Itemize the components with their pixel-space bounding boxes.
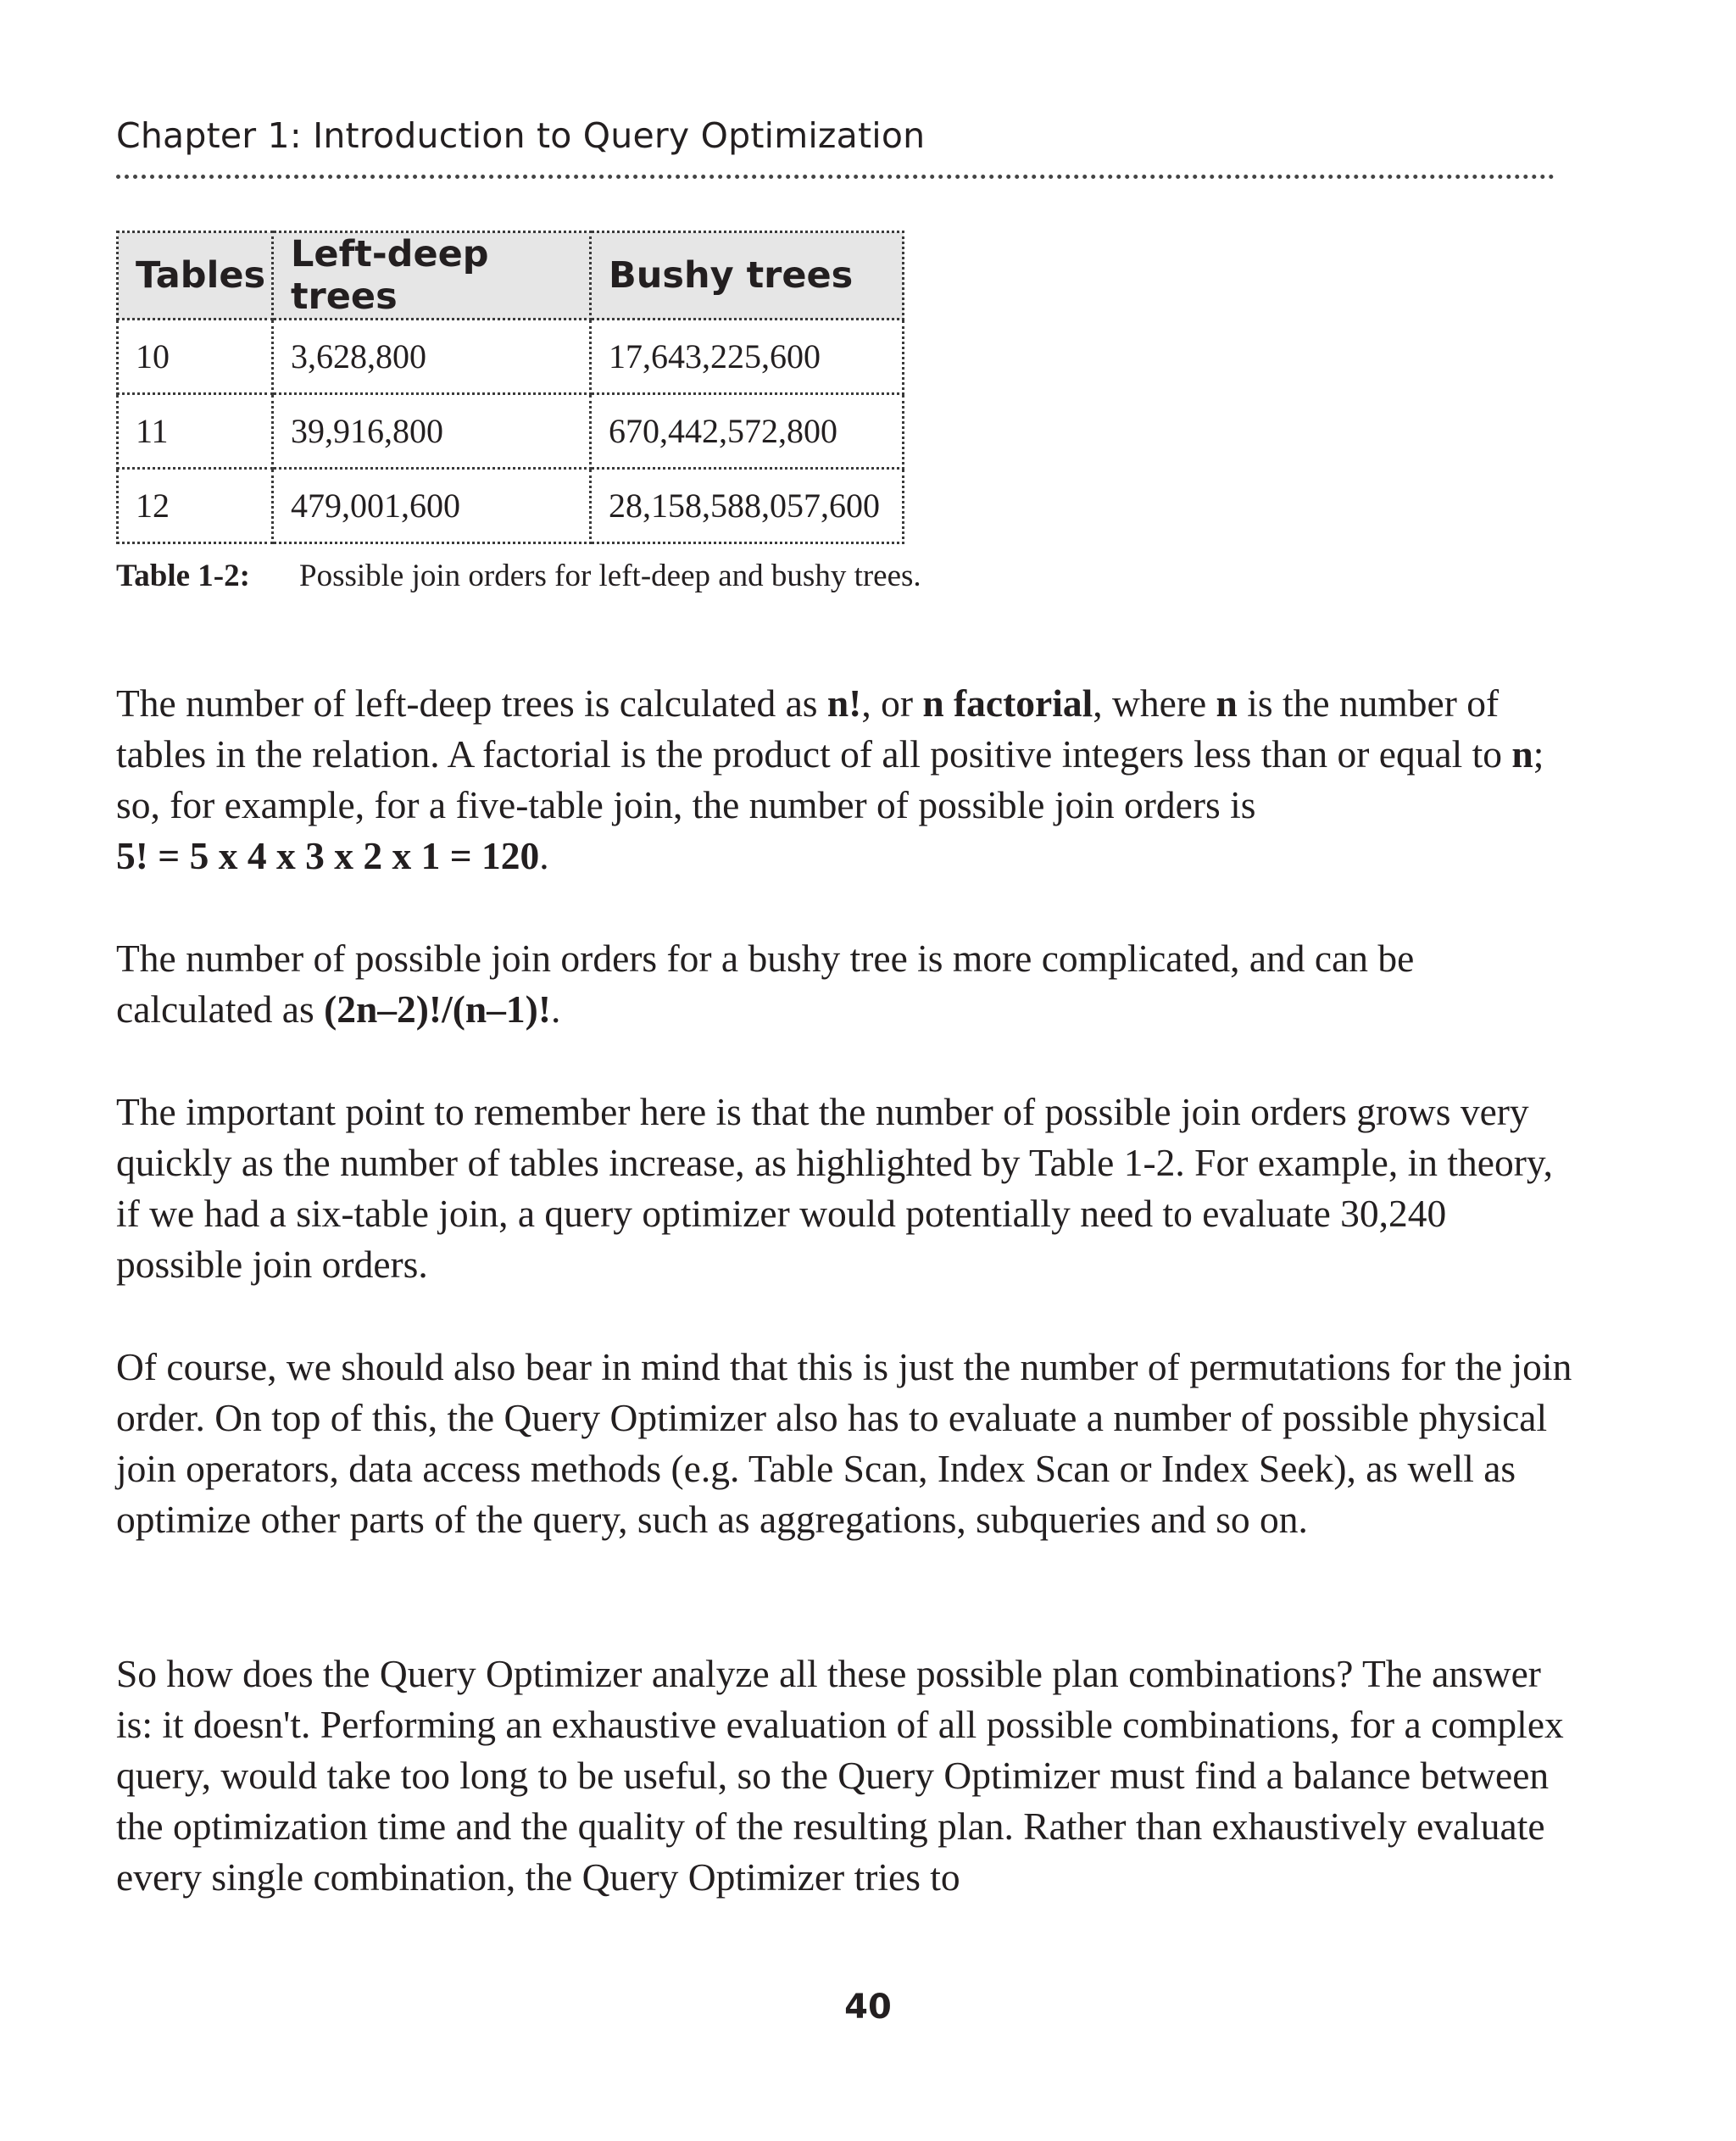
paragraph-text: . <box>539 834 549 877</box>
column-header-left-deep-trees: Left-deep trees <box>273 232 591 320</box>
table-row <box>118 394 904 469</box>
column-header-bushy-trees: Bushy trees <box>591 232 904 320</box>
paragraph-bushy-tree <box>116 933 1574 1035</box>
emphasis-text: n! <box>826 681 862 725</box>
header-divider <box>116 175 1555 179</box>
emphasis-text: n <box>1216 681 1238 725</box>
table-cell-bushy: 28,158,588,057,600 <box>591 469 904 543</box>
table-row <box>118 469 904 543</box>
paragraph-text: is the number of tables in the relation. A factorial is the product of all positive integers less than or equal to <box>116 681 1512 776</box>
paragraph-growth: The important point to remember here is that the number of possible join orders grows very quickly as the number of tables increase, as highlighted by Table 1-2. For example, in theory, if we had a six-table join, a query optimizer would potentially need to evaluate 30,240 possible join orders. <box>116 1090 1554 1286</box>
page-number: 40 <box>844 1988 892 2027</box>
formula-text: 5! = 5 x 4 x 3 x 2 x 1 = 120 <box>116 834 540 877</box>
running-head: Chapter 1: Introduction to Query Optimization <box>116 115 926 156</box>
table-cell-tables: 12 <box>118 469 273 543</box>
paragraph-text: The number of left-deep trees is calculated as <box>116 681 827 725</box>
table-cell-tables: 11 <box>118 394 273 469</box>
table-cell-bushy: 670,442,572,800 <box>591 394 904 469</box>
formula-text: (2n–2)!/(n–1)! <box>324 987 551 1031</box>
emphasis-text: n factorial <box>922 681 1093 725</box>
table-caption-text: Possible join orders for left-deep and bushy trees. <box>299 559 921 593</box>
paragraph-text: , or <box>861 681 923 725</box>
table-cell-left-deep: 39,916,800 <box>273 394 591 469</box>
paragraph-factorial <box>116 678 1574 881</box>
table-cell-left-deep: 3,628,800 <box>273 320 591 394</box>
paragraph-permutations: Of course, we should also bear in mind that this is just the number of permutations for the join order. On top of this, the Query Optimizer also has to evaluate a number of possible physical join operators, data access methods (e.g. Table Scan, Index Scan or Index Seek), as well as optimize other parts of the query, such as aggregations, subqueries and so on. <box>116 1345 1572 1541</box>
emphasis-text: n <box>1511 732 1533 776</box>
table-cell-tables: 10 <box>118 320 273 394</box>
paragraph-text: , where <box>1093 681 1216 725</box>
table-row <box>118 320 904 394</box>
paragraph-text: The number of possible join orders for a bushy tree is more complicated, and can be calculated as <box>116 937 1415 1031</box>
table-caption-label: Table 1-2: <box>116 559 250 593</box>
table-cell-bushy: 17,643,225,600 <box>591 320 904 394</box>
paragraph-plan-combinations: So how does the Query Optimizer analyze all these possible plan combinations? The answer is: it doesn't. Performing an exhaustive evaluation of all possible combinations, for a complex query, would take too long to be useful, so the Query Optimizer must find a balance between the optimization time and the quality of the resulting plan. Rather than exhaustively evaluate every single combination, the Query Optimizer tries to <box>116 1652 1564 1899</box>
table-cell-left-deep: 479,001,600 <box>273 469 591 543</box>
table-caption <box>116 558 921 594</box>
join-orders-table <box>116 231 904 544</box>
table-header-row <box>118 232 904 320</box>
column-header-tables: Tables <box>118 232 273 320</box>
paragraph-text: ; so, for example, for a five-table join, the number of possible join orders is <box>116 732 1544 826</box>
paragraph-text: . <box>550 987 561 1031</box>
